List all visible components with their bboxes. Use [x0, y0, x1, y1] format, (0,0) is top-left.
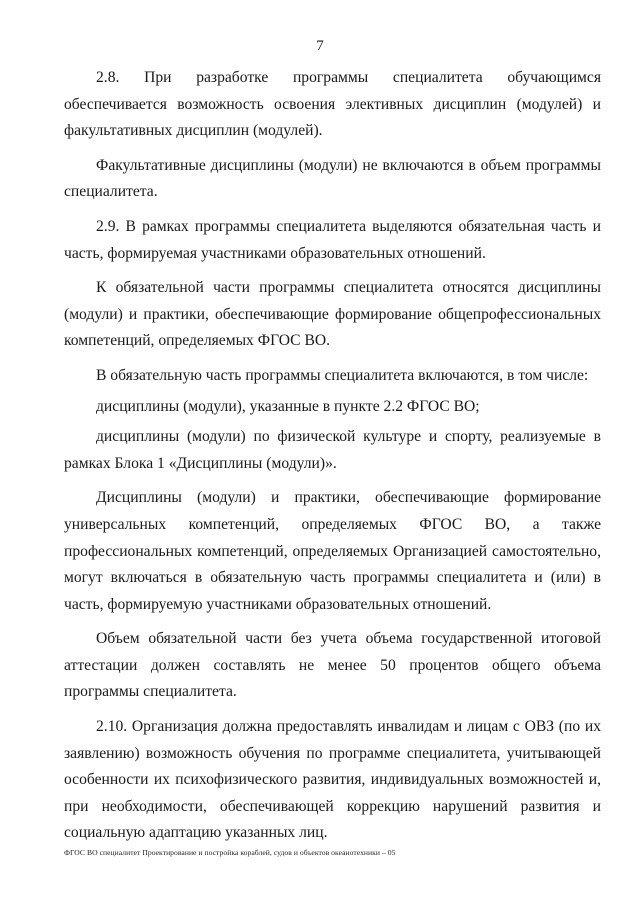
paragraph: 2.8. При разработке программы специалитета обучающимся обеспечивается возможность освоения элективных дисциплин (модулей) и факультативных дисциплин (модулей). — [64, 69, 601, 140]
paragraph: дисциплины (модули) по физической культуре и спорту, реализуемые в рамках Блока 1 «Дисциплины (модули)». — [64, 428, 601, 472]
paragraph: Объем обязательной части без учета объема государственной итоговой аттестации должен составлять не менее 50 процентов общего объема программы специалитета. — [64, 630, 601, 701]
paragraph: Факультативные дисциплины (модули) не включаются в объем программы специалитета. — [64, 156, 601, 201]
paragraph: 2.10. Организация должна предоставлять инвалидам и лицам с ОВЗ (по их заявлению) возможность обучения по программе специалитета, учитывающей особенности их психофизического развития, индивидуальных возможностей и, при необходимости, обеспечивающей коррекцию нарушений развития и социальную адаптацию указанных лиц. — [64, 718, 601, 842]
paragraph: В обязательную часть программы специалитета включаются, в том числе: — [96, 366, 589, 384]
paragraph: 2.9. В рамках программы специалитета выделяются обязательная часть и часть, формируемая участниками образовательных отношений. — [64, 217, 601, 262]
page-number: 7 — [316, 38, 324, 54]
paragraph: дисциплины (модули), указанные в пункте 2.2 ФГОС ВО; — [96, 397, 480, 415]
paragraph: К обязательной части программы специалитета относятся дисциплины (модули) и практики, обеспечивающие формирование общепрофессиональных компетенций, определяемых ФГОС ВО. — [64, 279, 601, 350]
paragraph: Дисциплины (модули) и практики, обеспечивающие формирование универсальных компетенций, определяемых ФГОС ВО, а также профессиональных компетенций, определяемых Организацией самостоятельно, могут включаться в обязательную часть программы специалитета и (или) в часть, формируемую участниками образовательных отношений. — [64, 489, 601, 613]
footer-note: ФГОС ВО специалитет Проектирование и постройка кораблей, судов и объектов океанотехники – 05 — [64, 848, 396, 857]
document-body — [64, 65, 601, 847]
